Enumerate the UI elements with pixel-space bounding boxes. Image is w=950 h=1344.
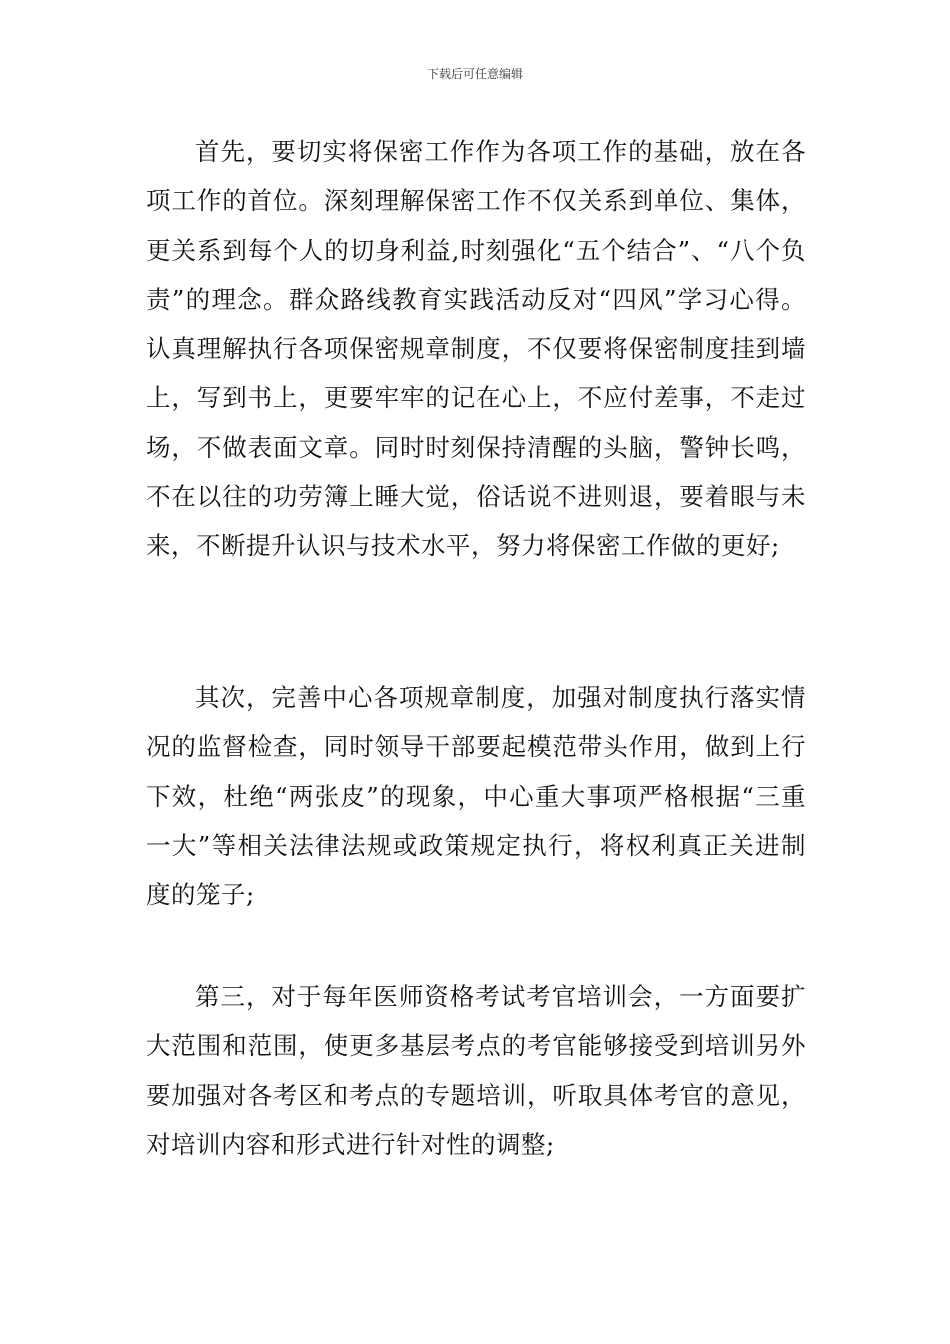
header-note: 下载后可任意编辑 xyxy=(426,67,523,81)
paragraph-1: 首先，要切实将保密工作作为各项工作的基础，放在各项工作的首位。深刻理解保密工作不仅关系到单位、集体，更关系到每个人的切身利益,时刻强化“五个结合”、“八个负责”的理念。群众路线教育实践活动反对“四风”学习心得。认真理解执行各项保密规章制度，不仅要将保密制度挂到墙上，写到书上，更要牢牢的记在心上，不应付差事，不走过场，不做表面文章。同时时刻保持清醒的头脑，警钟长鸣，不在以往的功劳簿上睡大觉，俗话说不进则退，要着眼与未来，不断提升认识与技术水平，努力将保密工作做的更好; xyxy=(146,137,806,561)
paragraph-3: 第三，对于每年医师资格考试考官培训会，一方面要扩大范围和范围，使更多基层考点的考官能够接受到培训另外要加强对各考区和考点的专题培训，听取具体考官的意见，对培训内容和形式进行针对性的调整; xyxy=(146,982,806,1159)
paragraph-2: 其次，完善中心各项规章制度，加强对制度执行落实情况的监督检查，同时领导干部要起模范带头作用，做到上行下效，杜绝“两张皮”的现象，中心重大事项严格根据“三重一大”等相关法律法规或政策规定执行，将权利真正关进制度的笼子; xyxy=(146,683,806,910)
paragraph-1-block xyxy=(146,127,806,571)
paragraph-2-block xyxy=(146,673,806,919)
paragraph-3-block xyxy=(146,972,806,1169)
